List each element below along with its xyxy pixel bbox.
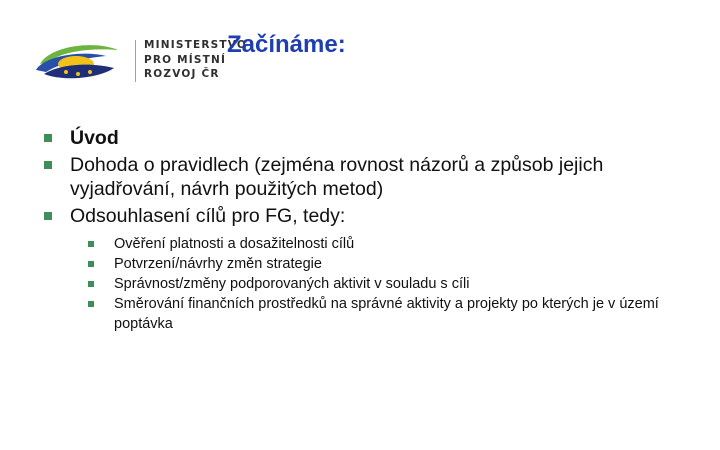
sub-bullet-list (88, 234, 688, 334)
sub-bullet-text: Správnost/změny podporovaných aktivit v souladu s cíli (114, 276, 470, 292)
square-bullet-icon (88, 281, 94, 287)
bullet-text: Dohoda o pravidlech (zejména rovnost názorů a způsob jejich vyjadřování, návrh použitých metod) (70, 154, 604, 200)
sub-bullet-text: Ověření platnosti a dosažitelnosti cílů (114, 236, 355, 252)
sub-bullet-item (88, 274, 688, 294)
logo-line-1: MINISTERSTVO (144, 39, 248, 51)
sub-bullet-item (88, 294, 688, 334)
sub-bullet-text: Potvrzení/návrhy změn strategie (114, 256, 322, 272)
square-bullet-icon (44, 134, 52, 142)
sub-bullet-text: Směrování finančních prostředků na správné aktivity a projekty po kterých je v území poptávka (114, 296, 659, 332)
slide-title: Začínáme: (227, 31, 346, 58)
logo-line-3: ROZVOJ ČR (144, 68, 220, 80)
square-bullet-icon (88, 261, 94, 267)
logo-divider (135, 40, 136, 82)
logo-emblem-icon (34, 40, 130, 84)
sub-bullet-item (88, 254, 688, 274)
square-bullet-icon (44, 161, 52, 169)
sub-bullet-item (88, 234, 688, 254)
logo-line-2: PRO MÍSTNÍ (144, 53, 227, 66)
ministry-logo (34, 36, 248, 84)
bullet-text: Úvod (70, 127, 119, 149)
bullet-list (44, 126, 704, 337)
bullet-text: Odsouhlasení cílů pro FG, tedy: (70, 205, 346, 227)
square-bullet-icon (88, 241, 94, 247)
square-bullet-icon (88, 301, 94, 307)
bullet-item (44, 153, 704, 201)
bullet-item (44, 126, 704, 150)
bullet-item (44, 204, 704, 334)
square-bullet-icon (44, 212, 52, 220)
